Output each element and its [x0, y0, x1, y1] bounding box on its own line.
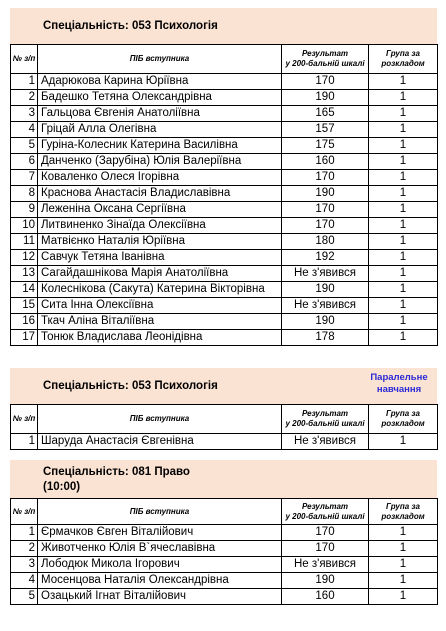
- header-result: [282, 499, 369, 525]
- result-score: Не з'явився: [282, 434, 369, 450]
- applicant-name: Коваленко Олеся Ігорівна: [38, 170, 282, 186]
- results-table: [10, 44, 438, 346]
- section-title: Спеціальність: 053 Психологія: [43, 380, 218, 392]
- applicant-name: Озацький Ігнат Віталійович: [38, 589, 282, 605]
- section-subtitle: (10:00): [43, 481, 81, 493]
- schedule-group: 1: [369, 90, 438, 106]
- header-name: ПІБ вступника: [38, 405, 282, 434]
- result-score: Не з'явився: [282, 266, 369, 282]
- result-score: 190: [282, 314, 369, 330]
- table-row: [11, 74, 438, 90]
- applicant-name: Матвієнко Наталія Юріївна: [38, 234, 282, 250]
- header-result-line2: у 200-бальній шкалі: [285, 59, 365, 68]
- table-header-row: [11, 405, 438, 434]
- schedule-group: 1: [369, 314, 438, 330]
- row-number: 2: [11, 90, 38, 106]
- result-score: 175: [282, 138, 369, 154]
- result-score: 170: [282, 218, 369, 234]
- table-row: [11, 573, 438, 589]
- table-row: [11, 434, 438, 450]
- row-number: 7: [11, 170, 38, 186]
- applicant-name: Колеснікова (Сакута) Катерина Вікторівна: [38, 282, 282, 298]
- row-number: 3: [11, 557, 38, 573]
- result-score: 192: [282, 250, 369, 266]
- table-row: [11, 90, 438, 106]
- applicant-name: Данченко (Зарубіна) Юлія Валеріївна: [38, 154, 282, 170]
- applicant-name: Гуріна-Колесник Катерина Василівна: [38, 138, 282, 154]
- schedule-group: 1: [369, 557, 438, 573]
- row-number: 1: [11, 525, 38, 541]
- applicant-name: Савчук Тетяна Іванівна: [38, 250, 282, 266]
- table-row: [11, 234, 438, 250]
- row-number: 2: [11, 541, 38, 557]
- schedule-group: 1: [369, 266, 438, 282]
- table-row: [11, 218, 438, 234]
- results-table: [10, 404, 438, 450]
- schedule-group: 1: [369, 106, 438, 122]
- table-row: [11, 282, 438, 298]
- result-score: 170: [282, 541, 369, 557]
- header-result: [282, 405, 369, 434]
- section-header: [10, 368, 437, 404]
- section-note: Паралельне навчання: [370, 372, 428, 395]
- applicant-name: Бадешко Тетяна Олександрівна: [38, 90, 282, 106]
- schedule-group: 1: [369, 541, 438, 557]
- header-group-line2: розкладом: [381, 419, 425, 428]
- table-row: [11, 202, 438, 218]
- schedule-group: 1: [369, 122, 438, 138]
- section-title: Спеціальність: 081 Право: [43, 466, 190, 478]
- applicant-name: Лободюк Микола Ігорович: [38, 557, 282, 573]
- header-result-line1: Результат: [301, 501, 349, 511]
- result-score: 180: [282, 234, 369, 250]
- applicant-name: Сагайдашнікова Марія Анатоліївна: [38, 266, 282, 282]
- header-group: [369, 45, 438, 74]
- schedule-group: 1: [369, 250, 438, 266]
- result-score: 170: [282, 525, 369, 541]
- results-table: [10, 498, 438, 605]
- header-group-line1: Група за: [386, 49, 420, 58]
- applicant-name: Гальцова Євгенія Анатоліївна: [38, 106, 282, 122]
- applicant-name: Животченко Юлія В`ячеславівна: [38, 541, 282, 557]
- table-row: [11, 557, 438, 573]
- table-body: [11, 74, 438, 346]
- result-score: 190: [282, 90, 369, 106]
- result-score: 190: [282, 282, 369, 298]
- table-row: [11, 106, 438, 122]
- row-number: 11: [11, 234, 38, 250]
- header-result: [282, 45, 369, 74]
- applicant-name: Гріцай Алла Олегівна: [38, 122, 282, 138]
- result-score: 160: [282, 589, 369, 605]
- header-name: ПІБ вступника: [38, 499, 282, 525]
- header-group-line1: Група за: [386, 409, 420, 418]
- schedule-group: 1: [369, 298, 438, 314]
- row-number: 10: [11, 218, 38, 234]
- table-row: [11, 525, 438, 541]
- row-number: 5: [11, 138, 38, 154]
- header-group-line1: Група за: [386, 501, 420, 511]
- header-group-line2: розкладом: [381, 511, 425, 521]
- result-score: Не з'явився: [282, 557, 369, 573]
- result-score: 170: [282, 202, 369, 218]
- table-header-row: [11, 499, 438, 525]
- schedule-group: 1: [369, 138, 438, 154]
- result-score: 170: [282, 74, 369, 90]
- header-group: [369, 499, 438, 525]
- schedule-group: 1: [369, 330, 438, 346]
- row-number: 8: [11, 186, 38, 202]
- table-body: [11, 434, 438, 450]
- row-number: 5: [11, 589, 38, 605]
- result-score: 178: [282, 330, 369, 346]
- schedule-group: 1: [369, 202, 438, 218]
- row-number: 6: [11, 154, 38, 170]
- header-result-line2: у 200-бальній шкалі: [285, 511, 365, 521]
- section-psychology: [10, 8, 437, 346]
- table-row: [11, 541, 438, 557]
- table-row: [11, 138, 438, 154]
- section-header: [10, 8, 437, 44]
- table-row: [11, 330, 438, 346]
- schedule-group: 1: [369, 434, 438, 450]
- header-result-line1: Результат: [301, 49, 349, 58]
- schedule-group: 1: [369, 573, 438, 589]
- schedule-group: 1: [369, 282, 438, 298]
- table-row: [11, 266, 438, 282]
- header-group-line2: розкладом: [381, 59, 425, 68]
- applicant-name: Литвиненко Зінаїда Олексіївна: [38, 218, 282, 234]
- applicant-name: Ткач Аліна Віталіївна: [38, 314, 282, 330]
- table-row: [11, 314, 438, 330]
- table-body: [11, 525, 438, 605]
- applicant-name: Краснова Анастасія Владиславівна: [38, 186, 282, 202]
- row-number: 14: [11, 282, 38, 298]
- result-score: 190: [282, 186, 369, 202]
- row-number: 1: [11, 74, 38, 90]
- result-score: 160: [282, 154, 369, 170]
- header-name: ПІБ вступника: [38, 45, 282, 74]
- section-law: [10, 460, 437, 605]
- row-number: 16: [11, 314, 38, 330]
- applicant-name: Сита Інна Олексіївна: [38, 298, 282, 314]
- header-num: № з/п: [11, 499, 38, 525]
- table-row: [11, 186, 438, 202]
- schedule-group: 1: [369, 525, 438, 541]
- schedule-group: 1: [369, 186, 438, 202]
- row-number: 17: [11, 330, 38, 346]
- section-header: [10, 460, 437, 498]
- row-number: 9: [11, 202, 38, 218]
- table-row: [11, 170, 438, 186]
- table-header-row: [11, 45, 438, 74]
- table-row: [11, 154, 438, 170]
- result-score: 165: [282, 106, 369, 122]
- row-number: 12: [11, 250, 38, 266]
- applicant-name: Шаруда Анастасія Євгенівна: [38, 434, 282, 450]
- row-number: 4: [11, 122, 38, 138]
- schedule-group: 1: [369, 218, 438, 234]
- result-score: Не з'явився: [282, 298, 369, 314]
- section-psychology-parallel: [10, 368, 437, 450]
- header-result-line1: Результат: [301, 409, 349, 418]
- table-row: [11, 250, 438, 266]
- section-title: Спеціальність: 053 Психологія: [43, 20, 218, 32]
- table-row: [11, 122, 438, 138]
- schedule-group: 1: [369, 589, 438, 605]
- schedule-group: 1: [369, 234, 438, 250]
- schedule-group: 1: [369, 170, 438, 186]
- result-score: 157: [282, 122, 369, 138]
- schedule-group: 1: [369, 74, 438, 90]
- header-num: № з/п: [11, 45, 38, 74]
- row-number: 3: [11, 106, 38, 122]
- applicant-name: Тонюк Владислава Леонідівна: [38, 330, 282, 346]
- row-number: 13: [11, 266, 38, 282]
- row-number: 1: [11, 434, 38, 450]
- header-group: [369, 405, 438, 434]
- applicant-name: Леженіна Оксана Сергіївна: [38, 202, 282, 218]
- row-number: 4: [11, 573, 38, 589]
- applicant-name: Мосенцова Наталія Олександрівна: [38, 573, 282, 589]
- schedule-group: 1: [369, 154, 438, 170]
- applicant-name: Єрмачков Євген Віталійович: [38, 525, 282, 541]
- result-score: 170: [282, 170, 369, 186]
- header-num: № з/п: [11, 405, 38, 434]
- table-row: [11, 589, 438, 605]
- row-number: 15: [11, 298, 38, 314]
- result-score: 190: [282, 573, 369, 589]
- applicant-name: Адарюкова Карина Юріївна: [38, 74, 282, 90]
- table-row: [11, 298, 438, 314]
- header-result-line2: у 200-бальній шкалі: [285, 419, 365, 428]
